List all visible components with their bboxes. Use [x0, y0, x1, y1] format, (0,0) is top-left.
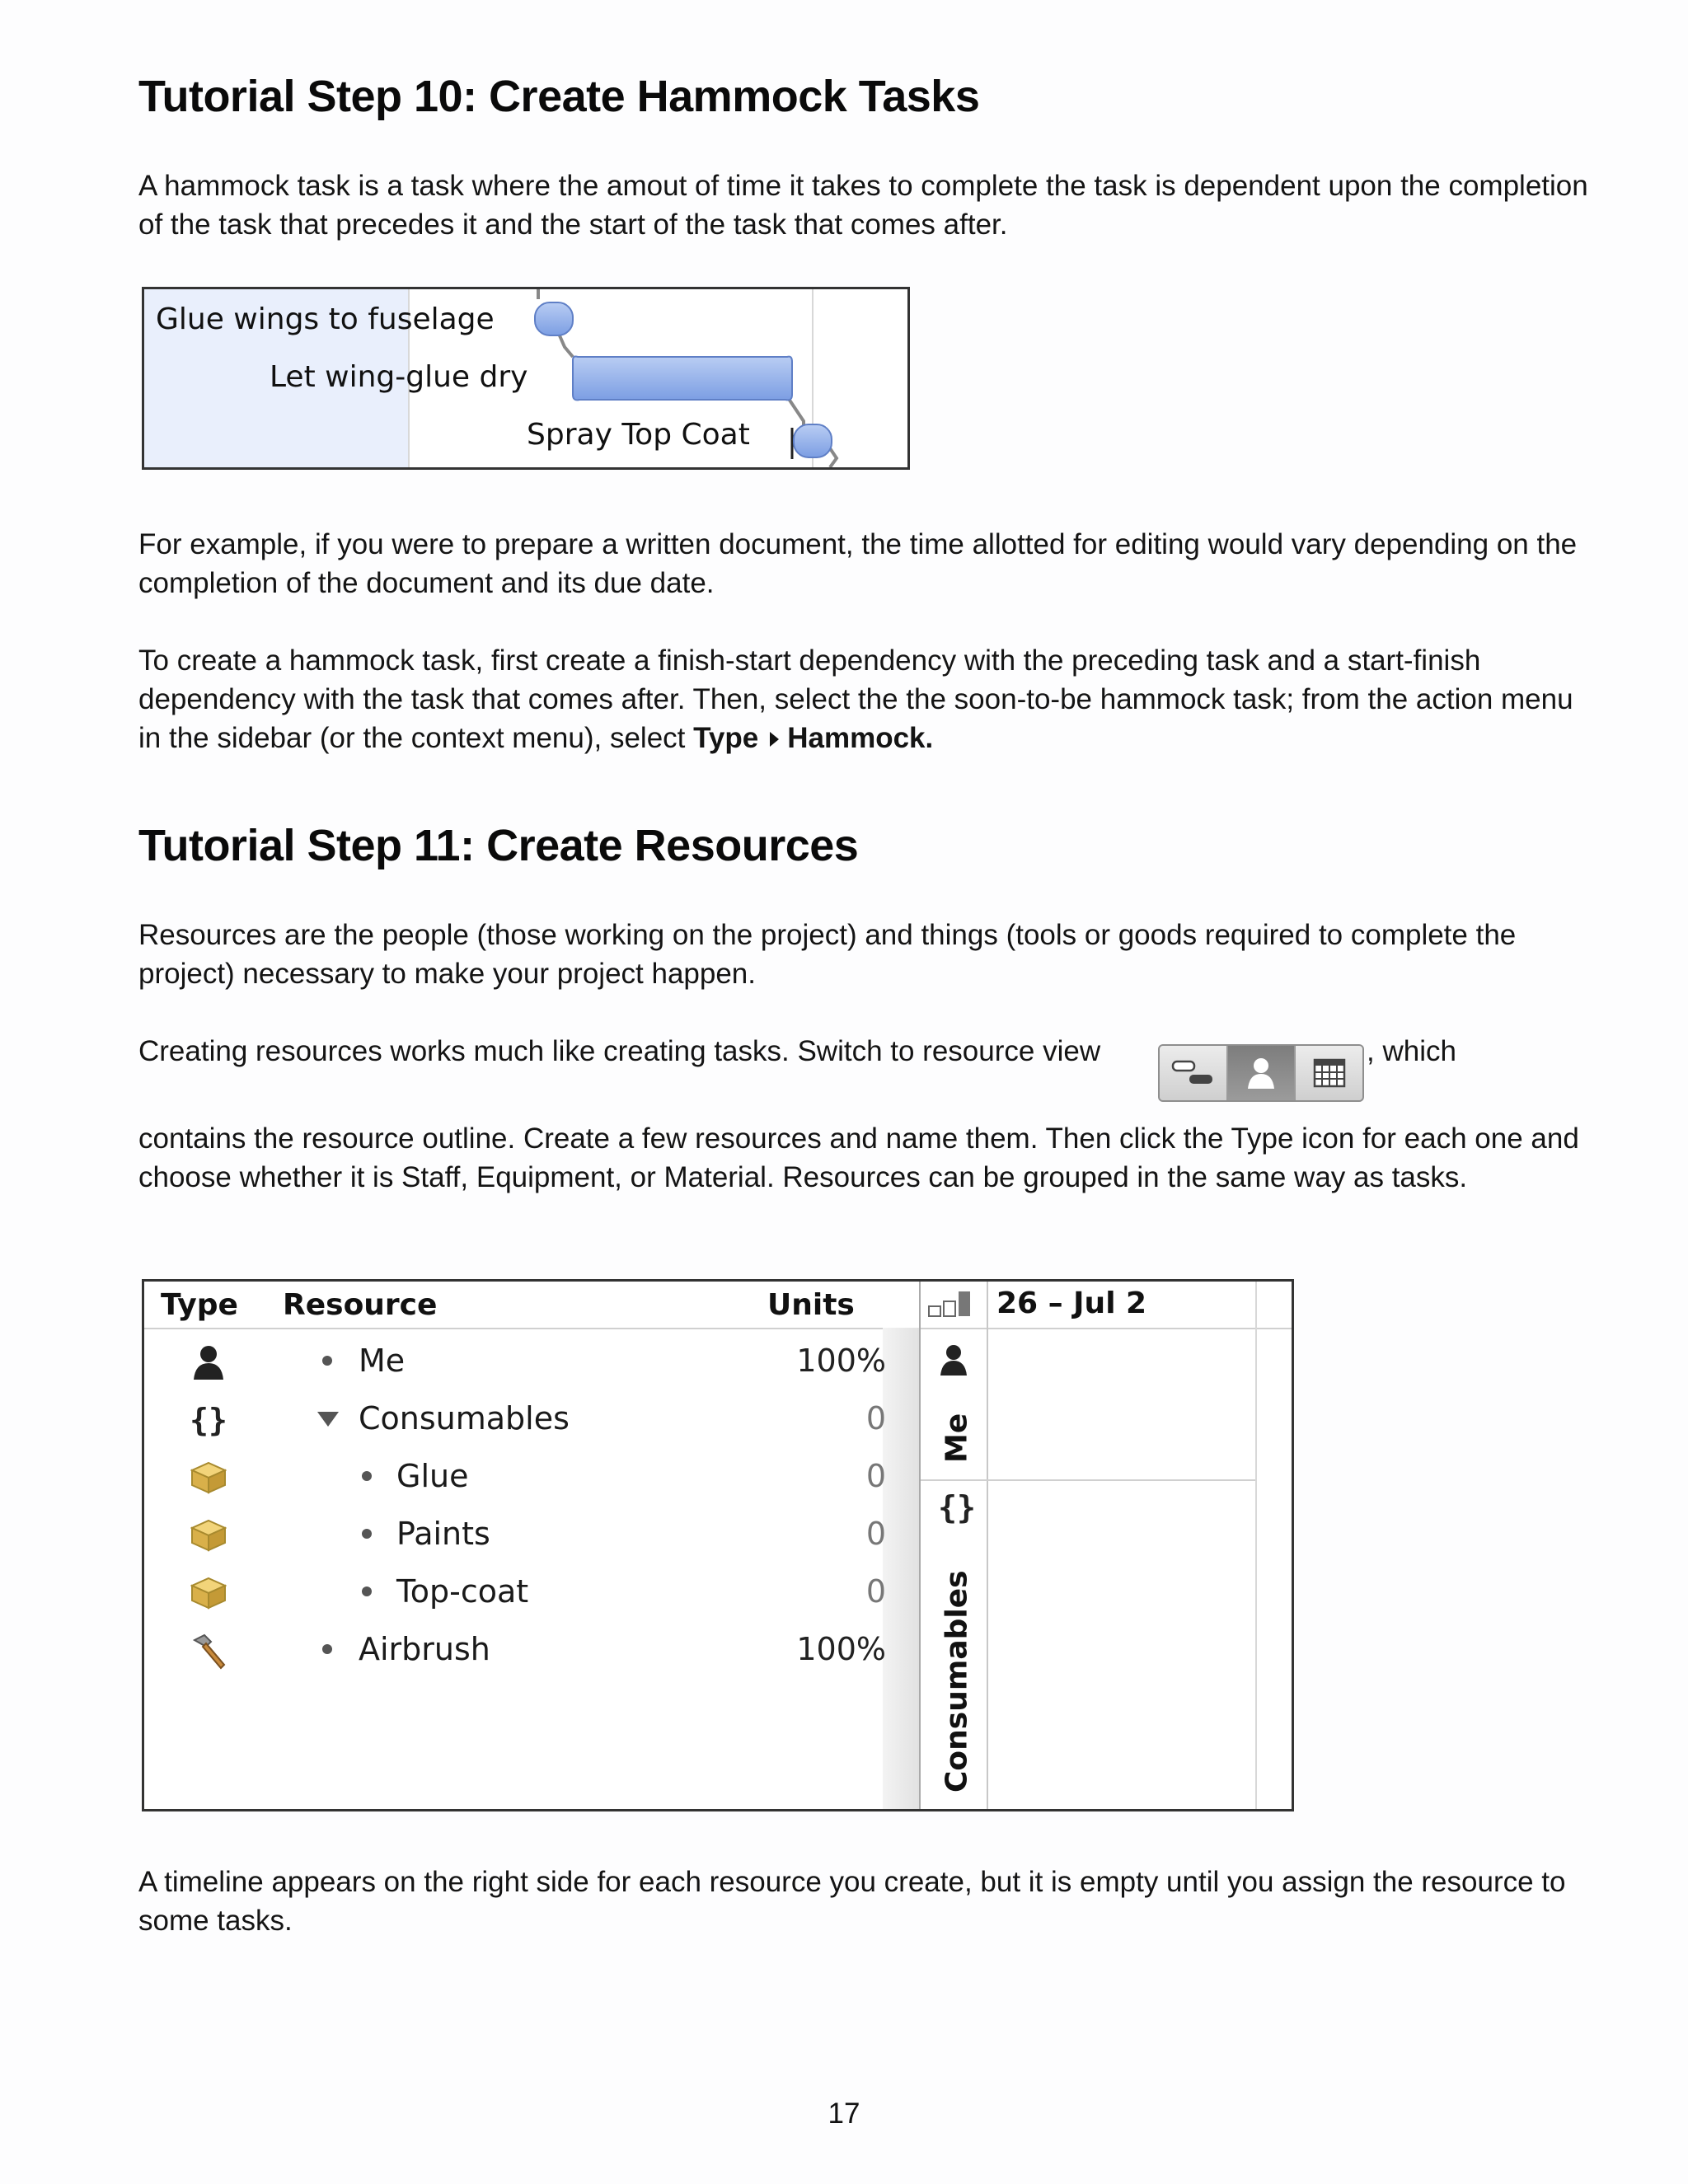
material-box-icon[interactable]: [185, 1512, 232, 1558]
resource-units[interactable]: 0: [865, 1573, 886, 1610]
step10-howto: [138, 641, 1589, 757]
equipment-hammer-icon[interactable]: [185, 1628, 232, 1674]
step11-intro: Resources are the people (those working on the project) and things (tools or goods required to complete the project) necessary to make your project happen.: [138, 919, 1517, 990]
lane-divider: [921, 1479, 1255, 1481]
lane-label-consumables: Consumables: [940, 1570, 974, 1793]
hammock-task-bar: [573, 357, 792, 401]
step11-heading: Tutorial Step 11: Create Resources: [138, 821, 859, 870]
resource-row-paints[interactable]: [144, 1506, 935, 1563]
submenu-arrow-icon: [770, 732, 779, 747]
switch-text-cont: contains the resource outline. Create a few resources and name them. Then click the Type icon for each one and choose whether it is Staff, Equipment, or Material. Resources can be grouped in the same way as tasks.: [138, 1122, 1579, 1193]
resource-units[interactable]: 0: [865, 1458, 886, 1494]
step10-heading: Tutorial Step 10: Create Hammock Tasks: [138, 72, 980, 121]
menu-type: Type: [693, 722, 759, 754]
material-box-icon[interactable]: [185, 1570, 232, 1616]
resource-name[interactable]: Consumables: [359, 1400, 570, 1436]
column-resource[interactable]: Resource: [283, 1288, 438, 1322]
top-coat-task-bar: [794, 424, 832, 457]
resource-name[interactable]: Me: [359, 1343, 406, 1379]
step11-closing: A timeline appears on the right side for each resource you create, but it is empty until you assign the resource to some tasks.: [138, 1866, 1566, 1937]
resource-row-airbrush[interactable]: [144, 1621, 935, 1679]
menu-hammock: Hammock.: [787, 722, 934, 754]
howto-text: To create a hammock task, first create a finish-start dependency with the preceding task and a start-finish dependency with the task that comes after. Then, select the the soon-to-be hammock task; from the action menu in the sidebar (or the context menu), select: [138, 644, 1573, 754]
view-switcher[interactable]: [1158, 1044, 1364, 1102]
resource-view-button[interactable]: [1228, 1046, 1296, 1100]
task-wing-glue-dry: Let wing-glue dry: [270, 360, 528, 394]
disclosure-triangle-icon[interactable]: [317, 1412, 339, 1428]
resource-units[interactable]: 100%: [796, 1343, 886, 1379]
task-spray-top-coat: Spray Top Coat: [527, 418, 750, 452]
hammock-figure: [142, 287, 910, 470]
resource-row-me[interactable]: [144, 1333, 935, 1390]
resource-row-consumables[interactable]: [144, 1390, 935, 1448]
bullet: [322, 1644, 332, 1654]
glue-task-bar: [535, 302, 573, 335]
resource-units[interactable]: 0: [865, 1516, 886, 1552]
utilization-icon: [927, 1288, 980, 1321]
group-braces-icon[interactable]: {}: [190, 1402, 227, 1438]
bullet: [362, 1529, 372, 1539]
lane-staff-icon: [937, 1343, 970, 1377]
lane-group-braces-icon: {}: [938, 1489, 976, 1526]
switch-text-before: Creating resources works much like creating tasks. Switch to resource view: [138, 1035, 1101, 1067]
resource-name[interactable]: Paints: [396, 1516, 490, 1552]
resource-row-glue[interactable]: [144, 1448, 935, 1506]
resource-outline-figure: [142, 1279, 1294, 1811]
switch-text-after: , which: [1367, 1035, 1456, 1067]
staff-person-icon[interactable]: [185, 1339, 232, 1385]
gantt-bars: [144, 289, 907, 467]
resource-units[interactable]: 0: [865, 1400, 886, 1436]
calendar-view-icon: [1313, 1058, 1346, 1088]
column-type[interactable]: Type: [161, 1288, 238, 1322]
step10-intro: A hammock task is a task where the amout of time it takes to complete the task is dependent upon the completion of the task that precedes it and the start of the task that comes after.: [138, 170, 1588, 241]
resource-view-icon: [1245, 1056, 1278, 1090]
step10-example: For example, if you were to prepare a written document, the time allotted for editing would vary depending on the completion of the document and its due date.: [138, 528, 1578, 599]
page-number: 17: [828, 2097, 860, 2130]
task-glue-wings: Glue wings to fuselage: [156, 302, 495, 336]
bullet: [322, 1356, 332, 1366]
bullet: [362, 1471, 372, 1481]
lane-label-me: Me: [940, 1413, 974, 1464]
gantt-view-button[interactable]: [1160, 1046, 1228, 1100]
column-units[interactable]: Units: [767, 1288, 855, 1322]
material-box-icon[interactable]: [185, 1455, 232, 1501]
bullet: [362, 1586, 372, 1596]
gantt-view-icon: [1170, 1058, 1216, 1088]
calendar-view-button[interactable]: [1296, 1046, 1362, 1100]
timeline-week-header: 26 – Jul 2: [996, 1286, 1147, 1320]
resource-units[interactable]: 100%: [796, 1631, 886, 1667]
resource-name[interactable]: Glue: [396, 1458, 469, 1494]
resource-row-top-coat[interactable]: [144, 1563, 935, 1621]
resource-name[interactable]: Top-coat: [396, 1573, 529, 1610]
resource-name[interactable]: Airbrush: [359, 1631, 490, 1667]
